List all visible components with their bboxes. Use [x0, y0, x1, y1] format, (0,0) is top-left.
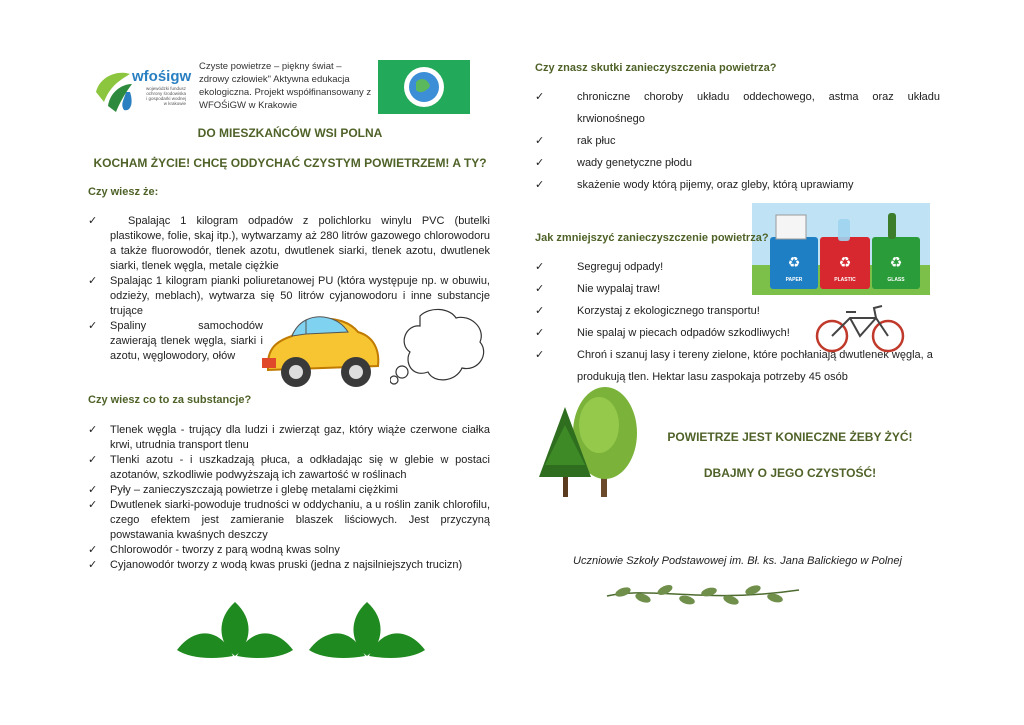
check-icon: ✓ — [88, 499, 98, 511]
check-icon: ✓ — [88, 424, 98, 436]
check-icon: ✓ — [535, 305, 545, 317]
reduce-title: Jak zmniejszyć zanieczyszczenie powietrza? — [535, 232, 769, 244]
bicycle-illustration — [814, 302, 906, 354]
list-item: ✓ Cyjanowodór tworzy z wodą kwas pruski (jedna z najsilniejszych trucizn) — [88, 559, 463, 571]
list-item: ✓ Spaliny samochodów zawierają tlenek węgla, siarki i azotu, węglowodory, ołów — [88, 320, 263, 362]
check-icon: ✓ — [88, 484, 98, 496]
list-item: ✓ Dwutlenek siarki-powoduje trudności w oddychaniu, a u roślin zanik chlorofilu, czego efektem jest zamieranie blaszek liściowych. Jest przyczyną powstawania kwaśnych deszczy — [88, 499, 490, 541]
list-item: ✓ Korzystaj z ekologicznego transportu! — [535, 300, 935, 322]
check-icon: ✓ — [535, 91, 545, 103]
car-illustration — [262, 306, 384, 392]
trees-illustration — [535, 385, 645, 500]
bin-label-glass: GLASS — [887, 277, 905, 283]
list-item: ✓ Chlorowodór - tworzy z parą wodną kwas solny — [88, 544, 340, 556]
leaf-sprout-icon — [175, 600, 295, 660]
logo-wordmark: wfośigw — [132, 68, 192, 85]
list-item: ✓ Segreguj odpady! — [535, 256, 935, 278]
list-item: ✓ Chroń i szanuj lasy i tereny zielone, które pochłaniają dwutlenek węgla, a produkują tlen. Hektar lasu zaspokaja potrzeby 45 osób — [535, 344, 935, 388]
list-item: ✓ skażenie wody którą pijemy, oraz gleby, którą uprawiamy — [535, 174, 940, 196]
did-you-know-title: Czy wiesz że: — [88, 186, 159, 198]
check-icon: ✓ — [535, 157, 545, 169]
logo-line: i gospodarki wodnej — [146, 96, 187, 101]
logo-line: ochrony środowiska — [146, 91, 187, 96]
list-item: ✓ rak płuc — [535, 130, 940, 152]
svg-text:♻: ♻ — [787, 254, 801, 270]
list-item: ✓ Pyły – zanieczyszczają powietrze i glebę metalami ciężkimi — [88, 484, 398, 496]
check-icon: ✓ — [535, 283, 545, 295]
list-item: ✓ Tlenek węgla - trujący dla ludzi i zwierząt gaz, który wiąże czerwone ciałka krwi, utrudnia transport tlenu — [88, 424, 490, 451]
exhaust-smoke-illustration — [390, 306, 490, 392]
check-icon: ✓ — [535, 179, 545, 191]
list-item: ✓ Nie spalaj w piecach odpadów szkodliwych! — [535, 322, 935, 344]
list-item: ✓ Spalając 1 kilogram odpadów z polichlorku winylu PVC (butelki plastikowe, folie, skaj itp.), wytwarzamy aż 280 litrów gazowego chlorowodoru a także fluorowodór, tlenek azotu, dwutlenek siarki, tlenek azotu, dwutlenek siarki, tlenek węgla, metale ciężkie — [88, 215, 490, 272]
project-info-text: Czyste powietrze – piękny świat – zdrowy człowiek" Aktywna edukacja ekologiczna. Projekt współfinansowany z WFOŚiGW w Krakowie — [199, 61, 372, 111]
list-item: ✓ wady genetyczne płodu — [535, 152, 940, 174]
check-icon: ✓ — [88, 544, 98, 556]
substances-title: Czy wiesz co to za substancje? — [88, 394, 252, 406]
substances-list — [88, 423, 490, 573]
eco-project-logo — [378, 60, 470, 114]
wfosigw-logo — [90, 62, 190, 120]
bin-label-plastic: PLASTIC — [834, 277, 856, 283]
svg-text:♻: ♻ — [838, 254, 852, 270]
effects-title: Czy znasz skutki zanieczyszczenia powietrza? — [535, 62, 777, 74]
keep-clean-slogan: DBAJMY O JEGO CZYSTOŚĆ! — [703, 466, 877, 480]
check-icon: ✓ — [535, 327, 545, 339]
signature-text: Uczniowie Szkoły Podstawowej im. Bł. ks. Jana Balickiego w Polnej — [573, 555, 902, 567]
leaf-sprout-icon — [307, 600, 427, 660]
bin-label-paper: PAPER — [785, 277, 803, 283]
check-icon: ✓ — [88, 454, 98, 466]
check-icon: ✓ — [88, 559, 98, 571]
logo-line: wojewódzki fundusz — [146, 86, 187, 91]
effects-list — [535, 86, 940, 196]
leaf-vine-decoration — [603, 578, 803, 610]
list-item: ✓ Tlenki azotu - i uszkadzają płuca, a odkładając się w glebie w postaci azotanów, szkodliwie podwyższają ich zawartość w roślinach — [88, 454, 490, 481]
list-item: ✓ Nie wypalaj traw! — [535, 278, 935, 300]
check-icon: ✓ — [88, 215, 98, 227]
check-icon: ✓ — [88, 320, 98, 332]
list-item: ✓ Spalając 1 kilogram pianki poliuretanowej PU (która występuje np. w obuwiu, odzieży, meblach), wytwarza się 50 litrów cyjanowodoru i inne substancje trujące — [88, 275, 490, 317]
check-icon: ✓ — [535, 135, 545, 147]
list-item: ✓ chroniczne choroby układu oddechowego, astma oraz układu krwionośnego — [535, 86, 940, 130]
check-icon: ✓ — [535, 261, 545, 273]
logo-line: w krakowie — [163, 101, 187, 106]
slogan-heading: KOCHAM ŻYCIE! CHCĘ ODDYCHAĆ CZYSTYM POWIETRZEM! A TY? — [93, 156, 487, 170]
check-icon: ✓ — [88, 275, 98, 287]
residents-heading: DO MIESZKAŃCÓW WSI POLNA — [197, 126, 383, 140]
check-icon: ✓ — [535, 349, 545, 361]
svg-text:♻: ♻ — [889, 254, 903, 270]
air-necessary-slogan: POWIETRZE JEST KONIECZNE ŻEBY ŻYĆ! — [667, 430, 913, 444]
